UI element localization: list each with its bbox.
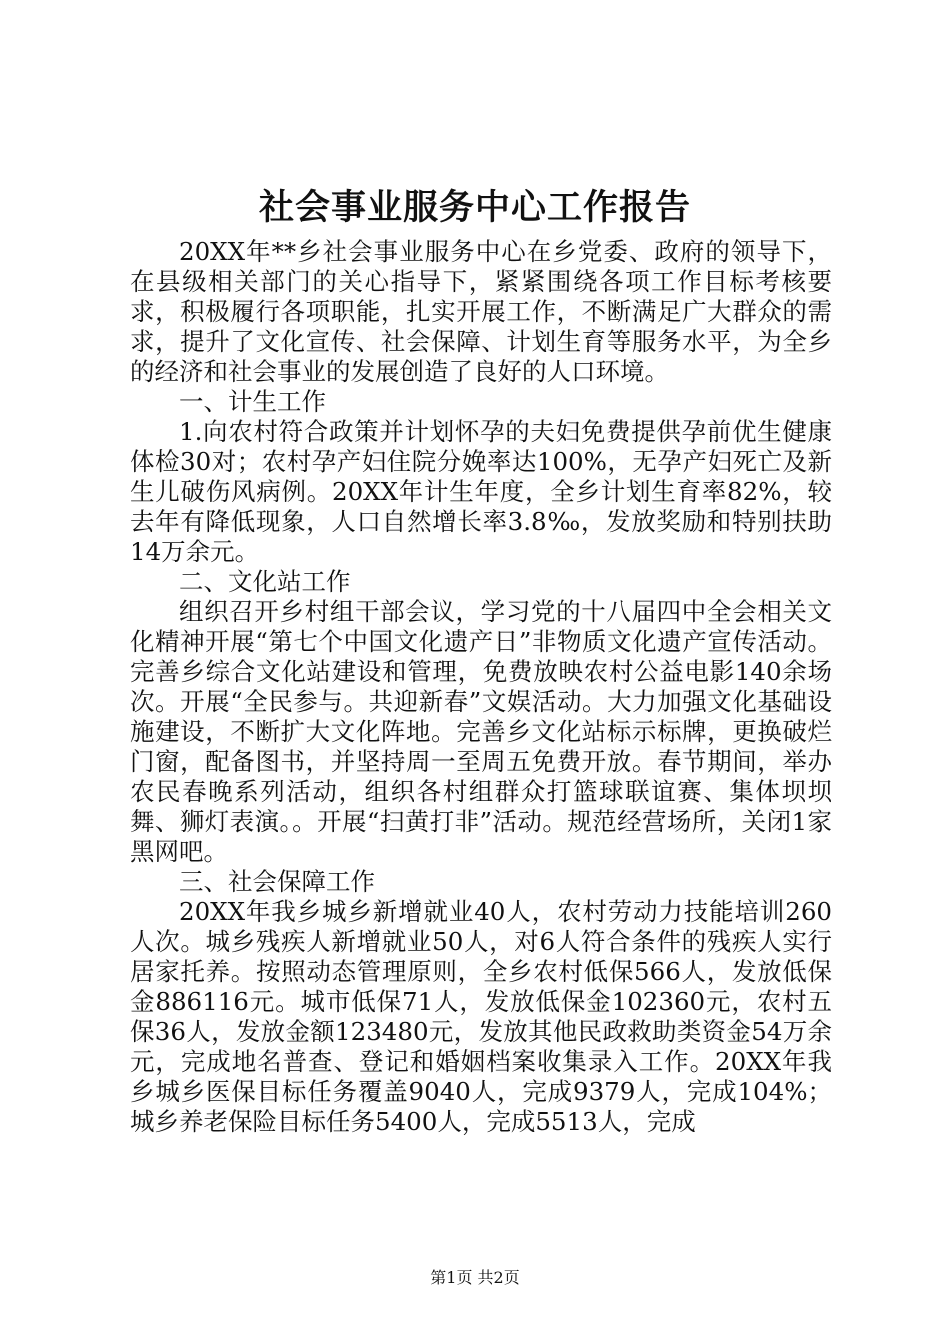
section-heading-family-planning: 一、计生工作 <box>179 387 326 416</box>
section-heading-social-security: 三、社会保障工作 <box>179 867 375 896</box>
culture-station-paragraph: 组织召开乡村组干部会议，学习党的十八届四中全会相关文化精神开展“第七个中国文化遗产日”非物质文化遗产宣传活动。完善乡综合文化站建设和管理，免费放映农村公益电影140余场次。开展“全民参与。共迎新春”文娱活动。大力加强文化基础设施建设，不断扩大文化阵地。完善乡文化站标示标牌，更换破烂门窗，配备图书，并坚持周一至周五免费开放。春节期间，举办农民春晚系列活动，组织各村组群众打篮球联谊赛、集体坝坝舞、狮灯表演。。开展“扫黄打非”活动。规范经营场所，关闭1家黑网吧。 <box>130 597 832 866</box>
section-heading-culture-station: 二、文化站工作 <box>179 567 351 596</box>
document-body <box>130 237 832 1137</box>
document-title: 社会事业服务中心工作报告 <box>258 187 691 228</box>
intro-paragraph: 20XX年**乡社会事业服务中心在乡党委、政府的领导下，在县级相关部门的关心指导下，紧紧围绕各项工作目标考核要求，积极履行各项职能，扎实开展工作，不断满足广大群众的需求，提升了文化宣传、社会保障、计划生育等服务水平，为全乡的经济和社会事业的发展创造了良好的人口环境。 <box>130 237 832 386</box>
family-planning-paragraph: 1.向农村符合政策并计划怀孕的夫妇免费提供孕前优生健康体检30对；农村孕产妇住院分娩率达100%，无孕产妇死亡及新生儿破伤风病例。20XX年计生年度，全乡计划生育率82%，较去年有降低现象，人口自然增长率3.8‰，发放奖励和特别扶助14万余元。 <box>130 417 832 566</box>
page-number-footer: 第1页 共2页 <box>430 1268 520 1287</box>
social-security-paragraph: 20XX年我乡城乡新增就业40人，农村劳动力技能培训260人次。城乡残疾人新增就业50人，对6人符合条件的残疾人实行居家托养。按照动态管理原则，全乡农村低保566人，发放低保金886116元。城市低保71人，发放低保金102360元，农村五保36人，发放金额123480元，发放其他民政救助类资金54万余元，完成地名普查、登记和婚姻档案收集录入工作。20XX年我乡城乡医保目标任务覆盖9040人，完成9379人，完成104%；城乡养老保险目标任务5400人，完成5513人，完成 <box>130 897 832 1136</box>
